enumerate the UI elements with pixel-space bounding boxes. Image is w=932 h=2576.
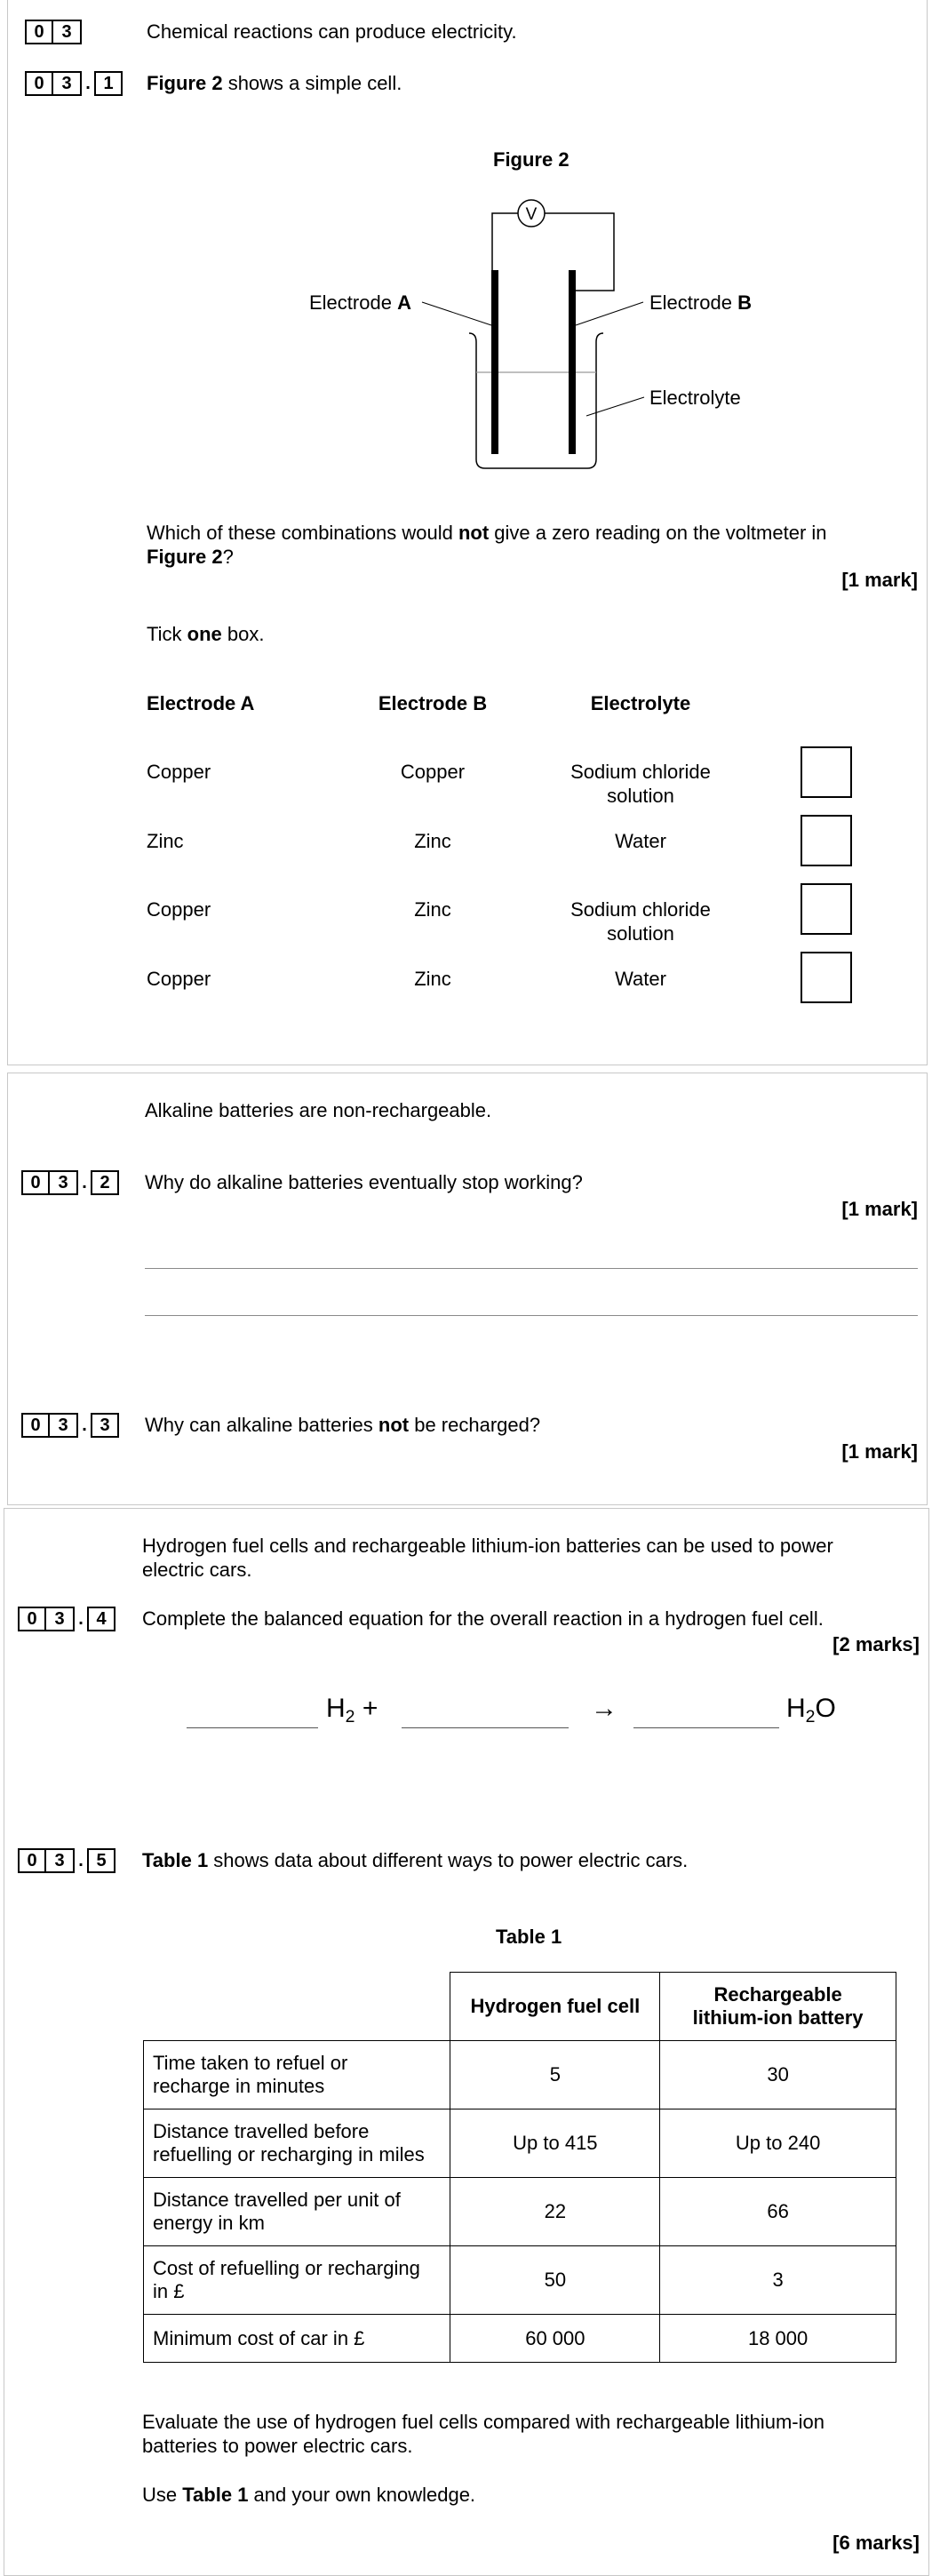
electrode-b-label — [649, 291, 752, 315]
row-electrode-a: Copper — [147, 761, 211, 783]
stem-bold: Table 1 — [142, 1849, 209, 1871]
q033-marks: [1 mark] — [841, 1440, 918, 1463]
answer-line[interactable] — [145, 1268, 918, 1269]
empty-cell — [144, 1973, 450, 2041]
row-electrode-b: Copper — [400, 761, 466, 783]
label-l2: refuelling or recharging in miles — [153, 2143, 425, 2165]
row-electrolyte — [534, 760, 747, 808]
row-label — [144, 2178, 450, 2246]
row-electrode-b: Zinc — [414, 968, 451, 990]
q-figure-ref: Figure 2 — [147, 546, 223, 568]
use-bold: Table 1 — [182, 2484, 249, 2506]
row-label — [144, 2041, 450, 2109]
table-row — [144, 2315, 896, 2363]
electrolyte-l2: solution — [607, 922, 674, 945]
dot-separator: . — [82, 1415, 87, 1435]
digit: 3 — [53, 20, 82, 44]
answer-line[interactable] — [145, 1315, 918, 1316]
eq-o: O — [815, 1694, 836, 1723]
eq-h-sub: 2 — [345, 1706, 355, 1727]
q033-question — [145, 1413, 540, 1437]
equation-blank-2[interactable] — [402, 1727, 569, 1728]
label-l2: in £ — [153, 2280, 185, 2302]
equation-h2 — [326, 1694, 378, 1727]
row-electrolyte — [534, 897, 747, 945]
row-electrode-b: Zinc — [414, 830, 451, 852]
digit: 3 — [46, 1607, 75, 1631]
tick-part: Tick — [147, 623, 187, 645]
label-l2: recharge in minutes — [153, 2075, 325, 2097]
header-lithium — [660, 1973, 896, 2041]
table-1 — [143, 1972, 896, 2363]
use-part: and your own knowledge. — [248, 2484, 476, 2506]
equation-blank-1[interactable] — [187, 1727, 318, 1728]
label-l1: Time taken to refuel or — [153, 2052, 348, 2074]
header-electrode-b: Electrode B — [378, 692, 488, 714]
digit: 0 — [21, 1170, 50, 1195]
evaluate-l2: batteries to power electric cars. — [142, 2435, 413, 2457]
q034-intro — [142, 1534, 833, 1582]
evaluate-l1: Evaluate the use of hydrogen fuel cells compared with rechargeable lithium-ion — [142, 2411, 824, 2433]
q-part: give a zero reading on the voltmeter in — [489, 522, 827, 544]
row-electrolyte: Water — [615, 830, 666, 852]
q034-question: Complete the balanced equation for the overall reaction in a hydrogen fuel cell. — [142, 1607, 824, 1630]
q03-intro: Chemical reactions can produce electricity. — [147, 20, 517, 43]
eq-h: H — [786, 1694, 806, 1723]
label-l1: Distance travelled per unit of — [153, 2189, 401, 2211]
dot-separator: . — [82, 1172, 87, 1192]
eq-plus: + — [354, 1694, 378, 1723]
table-row — [144, 2178, 896, 2246]
stem-bold: Figure 2 — [147, 72, 223, 94]
battery-value: Up to 240 — [660, 2109, 896, 2178]
dot-separator: . — [78, 1850, 84, 1870]
electrode-b-text: Electrode — [649, 291, 738, 314]
battery-value: 30 — [660, 2041, 896, 2109]
q035-marks: [6 marks] — [832, 2532, 920, 2554]
header-l1: Rechargeable — [713, 1983, 842, 2006]
digit: 4 — [87, 1607, 116, 1631]
electrolyte-l1: Sodium chloride — [570, 761, 711, 783]
label-l1: Cost of refuelling or recharging — [153, 2257, 420, 2279]
figure-title: Figure 2 — [493, 148, 570, 171]
eq-h: H — [326, 1694, 346, 1723]
q032-question: Why do alkaline batteries eventually stop working? — [145, 1171, 583, 1193]
row-electrolyte: Water — [615, 968, 666, 990]
q032-intro: Alkaline batteries are non-rechargeable. — [145, 1099, 492, 1121]
row-electrode-a: Copper — [147, 898, 211, 921]
hydrogen-value: Up to 415 — [450, 2109, 660, 2178]
tick-box-3[interactable] — [801, 883, 852, 935]
tick-box-1[interactable] — [801, 746, 852, 798]
equation-arrow: → — [591, 1694, 617, 1723]
digit: 0 — [21, 1413, 50, 1438]
header-electrolyte: Electrolyte — [590, 692, 691, 714]
header-l2: lithium-ion battery — [692, 2006, 864, 2029]
tick-part: box. — [221, 623, 265, 645]
digit: 0 — [18, 1607, 46, 1631]
stem-rest: shows data about different ways to power electric cars. — [208, 1849, 689, 1871]
equation-h2o — [786, 1694, 836, 1727]
use-instruction — [142, 2483, 475, 2507]
stem-rest: shows a simple cell. — [222, 72, 402, 94]
electrolyte-l1: Sodium chloride — [570, 898, 711, 921]
digit: 5 — [87, 1848, 116, 1873]
hydrogen-value: 22 — [450, 2178, 660, 2246]
section-q032-q033 — [7, 1073, 928, 1505]
question-number-03 — [25, 20, 82, 44]
digit: 3 — [50, 1170, 78, 1195]
q032-marks: [1 mark] — [841, 1198, 918, 1220]
voltmeter-label: V — [525, 205, 538, 224]
digit: 3 — [46, 1848, 75, 1873]
eq-h-sub: 2 — [805, 1706, 816, 1727]
battery-value: 18 000 — [660, 2315, 896, 2363]
evaluate-instruction — [142, 2410, 824, 2458]
digit: 3 — [53, 71, 82, 96]
label-l1: Distance travelled before — [153, 2120, 370, 2142]
digit: 1 — [94, 71, 123, 96]
table-row — [144, 2109, 896, 2178]
digit: 2 — [91, 1170, 119, 1195]
q-part: Which of these combinations would — [147, 522, 458, 544]
table-row — [144, 2246, 896, 2315]
electrolyte-l2: solution — [607, 785, 674, 807]
label-l2: energy in km — [153, 2212, 265, 2234]
q-bold: not — [458, 522, 490, 544]
q-bold: not — [378, 1414, 410, 1436]
tick-box-2[interactable] — [801, 815, 852, 866]
q031-marks: [1 mark] — [841, 569, 918, 591]
q-part: Why can alkaline batteries — [145, 1414, 378, 1436]
use-part: Use — [142, 2484, 183, 2506]
q-end: ? — [222, 546, 234, 568]
equation-blank-3[interactable] — [633, 1727, 779, 1728]
tick-bold: one — [187, 623, 222, 645]
q034-marks: [2 marks] — [832, 1633, 920, 1655]
hydrogen-value: 50 — [450, 2246, 660, 2315]
header-hydrogen: Hydrogen fuel cell — [450, 1973, 660, 2041]
row-label — [144, 2109, 450, 2178]
digit: 0 — [25, 71, 53, 96]
electrode-a-text: Electrode — [309, 291, 398, 314]
question-number-034 — [18, 1607, 116, 1631]
table-title: Table 1 — [496, 1926, 562, 1948]
tick-box-4[interactable] — [801, 952, 852, 1003]
table-header-row — [144, 1973, 896, 2041]
tick-instruction — [147, 622, 264, 646]
battery-value: 66 — [660, 2178, 896, 2246]
row-label — [144, 2246, 450, 2315]
digit: 0 — [25, 20, 53, 44]
question-number-033 — [21, 1413, 119, 1438]
electrode-b-letter: B — [737, 291, 752, 314]
hydrogen-value: 5 — [450, 2041, 660, 2109]
battery-value: 3 — [660, 2246, 896, 2315]
hydrogen-value: 60 000 — [450, 2315, 660, 2363]
electrode-a-letter: A — [397, 291, 411, 314]
electrode-a-label — [309, 291, 411, 315]
digit: 3 — [91, 1413, 119, 1438]
row-electrode-a: Zinc — [147, 830, 184, 852]
dot-separator: . — [78, 1608, 84, 1629]
dot-separator: . — [85, 73, 91, 93]
digit: 0 — [18, 1848, 46, 1873]
table-row — [144, 2041, 896, 2109]
intro-l2: electric cars. — [142, 1559, 252, 1581]
question-number-032 — [21, 1170, 119, 1195]
q031-stem — [147, 71, 402, 95]
row-electrode-b: Zinc — [414, 898, 451, 921]
q035-stem — [142, 1848, 688, 1872]
question-number-035 — [18, 1848, 116, 1873]
wire-overlay — [293, 191, 755, 475]
digit: 3 — [50, 1413, 78, 1438]
electrolyte-label: Electrolyte — [649, 387, 741, 409]
q-part: be recharged? — [409, 1414, 541, 1436]
question-number-031 — [25, 71, 123, 96]
row-electrode-a: Copper — [147, 968, 211, 990]
row-label: Minimum cost of car in £ — [144, 2315, 450, 2363]
header-electrode-a: Electrode A — [147, 692, 255, 714]
intro-l1: Hydrogen fuel cells and rechargeable lithium-ion batteries can be used to power — [142, 1535, 833, 1557]
q031-question — [147, 521, 875, 569]
